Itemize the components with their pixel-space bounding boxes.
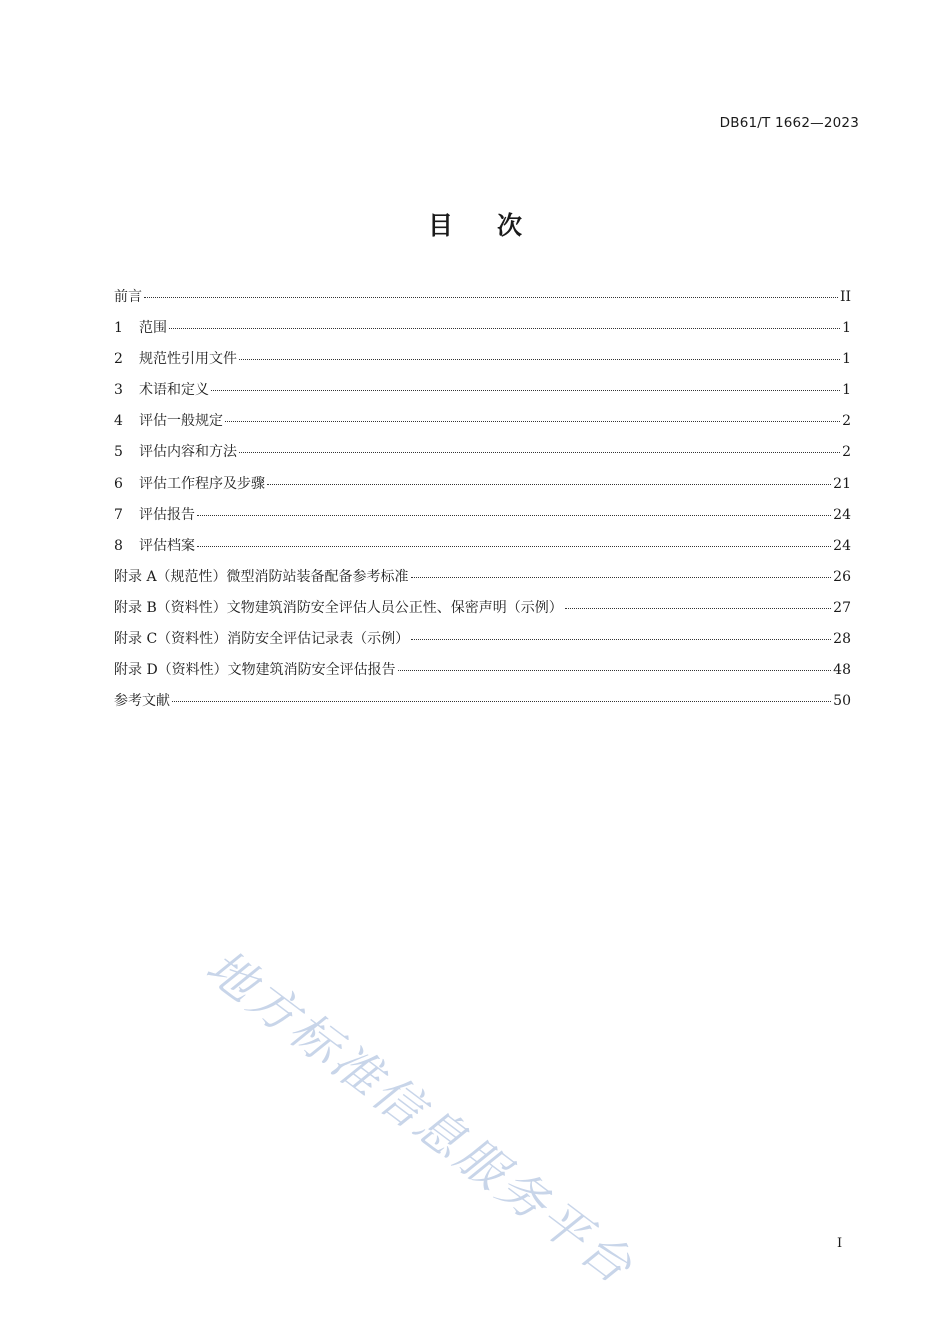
toc-entry-page: II <box>839 289 851 305</box>
toc-entry-label: 附录 B（资料性）文物建筑消防安全评估人员公正性、保密声明（示例） <box>114 599 563 616</box>
toc-entry-page: 48 <box>833 662 851 679</box>
dot-leader <box>411 639 831 640</box>
toc-entry-8[interactable] <box>114 535 851 566</box>
toc-entry-number: 8 <box>114 537 123 554</box>
dot-leader <box>211 390 840 391</box>
toc-entry-appendix-d[interactable] <box>114 659 851 690</box>
toc-entry-number: 3 <box>114 382 123 399</box>
toc-entry-foreword[interactable] <box>114 286 851 317</box>
toc-entry-label: 评估档案 <box>139 537 195 554</box>
toc-entry-page: 2 <box>842 413 851 430</box>
toc-entry-references[interactable] <box>114 690 851 721</box>
toc-entry-label: 评估工作程序及步骤 <box>139 475 265 492</box>
toc-entry-label: 附录 A（规范性）微型消防站装备配备参考标准 <box>114 568 409 585</box>
table-of-contents <box>114 286 851 721</box>
toc-entry-number: 5 <box>114 444 123 461</box>
toc-entry-appendix-c[interactable] <box>114 628 851 659</box>
dot-leader <box>197 515 831 516</box>
dot-leader <box>239 359 840 360</box>
dot-leader <box>398 670 831 671</box>
toc-entry-page: 2 <box>842 444 851 461</box>
toc-entry-1[interactable] <box>114 317 851 348</box>
toc-entry-page: 1 <box>842 320 851 337</box>
toc-entry-label: 评估内容和方法 <box>139 444 237 461</box>
toc-entry-label: 前言 <box>114 289 142 305</box>
toc-entry-page: 1 <box>842 351 851 368</box>
toc-entry-label: 参考文献 <box>114 693 170 710</box>
toc-entry-number: 7 <box>114 506 123 523</box>
dot-leader <box>169 328 840 329</box>
toc-entry-label: 规范性引用文件 <box>139 351 237 368</box>
toc-entry-page: 50 <box>833 693 851 710</box>
toc-entry-5[interactable] <box>114 441 851 472</box>
toc-entry-6[interactable] <box>114 473 851 504</box>
dot-leader <box>565 608 831 609</box>
toc-entry-page: 27 <box>833 599 851 616</box>
toc-entry-appendix-a[interactable] <box>114 566 851 597</box>
toc-entry-3[interactable] <box>114 379 851 410</box>
toc-title-char-2: 次 <box>497 211 523 240</box>
dot-leader <box>197 546 831 547</box>
toc-title <box>0 206 950 242</box>
toc-entry-number: 1 <box>114 320 123 337</box>
toc-entry-label: 评估报告 <box>139 506 195 523</box>
toc-entry-label: 范围 <box>139 320 167 337</box>
toc-entry-2[interactable] <box>114 348 851 379</box>
dot-leader <box>225 421 840 422</box>
toc-entry-number: 6 <box>114 475 123 492</box>
toc-entry-page: 21 <box>833 475 851 492</box>
page-number: I <box>837 1236 843 1251</box>
toc-entry-appendix-b[interactable] <box>114 597 851 628</box>
toc-entry-label: 附录 C（资料性）消防安全评估记录表（示例） <box>114 631 410 648</box>
toc-entry-number: 2 <box>114 351 123 368</box>
dot-leader <box>144 297 838 298</box>
toc-entry-number: 4 <box>114 413 123 430</box>
dot-leader <box>267 484 831 485</box>
toc-entry-4[interactable] <box>114 410 851 441</box>
standard-code: DB61/T 1662—2023 <box>719 115 859 131</box>
watermark-text: 地方标准信息服务平台 <box>195 938 645 1297</box>
toc-entry-7[interactable] <box>114 504 851 535</box>
toc-entry-page: 24 <box>833 506 851 523</box>
toc-title-char-1: 目 <box>427 211 453 240</box>
dot-leader <box>411 577 832 578</box>
dot-leader <box>172 701 831 702</box>
toc-entry-page: 28 <box>833 631 851 648</box>
toc-entry-label: 术语和定义 <box>139 382 209 399</box>
toc-entry-page: 26 <box>833 568 851 585</box>
toc-entry-page: 24 <box>833 537 851 554</box>
toc-entry-label: 附录 D（资料性）文物建筑消防安全评估报告 <box>114 662 396 679</box>
dot-leader <box>239 452 840 453</box>
toc-entry-page: 1 <box>842 382 851 399</box>
toc-entry-label: 评估一般规定 <box>139 413 223 430</box>
